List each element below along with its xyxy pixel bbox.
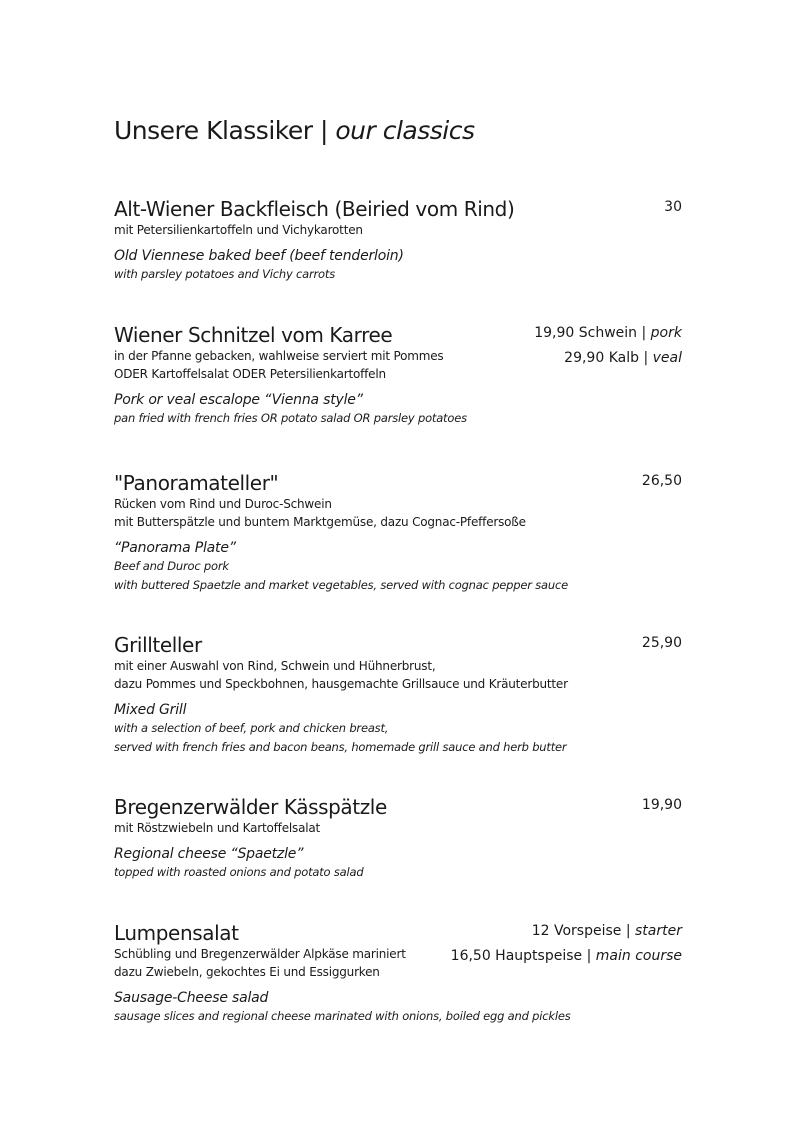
dish-name-en: Mixed Grill — [114, 702, 187, 718]
dish-description-en: Beef and Duroc pork — [114, 559, 229, 573]
dish-name: Alt-Wiener Backfleisch (Beiried vom Rind) — [114, 197, 515, 221]
dish-price-pork — [534, 325, 682, 341]
dish-description-en: sausage slices and regional cheese marinated with onions, boiled egg and pickles — [114, 1009, 571, 1023]
dish-price-starter — [532, 923, 682, 939]
dish-description-de: dazu Pommes und Speckbohnen, hausgemachte Grillsauce und Kräuterbutter — [114, 677, 568, 691]
dish-description-en: pan fried with french fries OR potato salad OR parsley potatoes — [114, 411, 467, 425]
dish-description-de: mit Röstzwiebeln und Kartoffelsalat — [114, 821, 321, 835]
dish-price-veal — [564, 350, 682, 366]
dish-name-en: “Panorama Plate” — [114, 540, 236, 556]
dish-lumpensalat — [114, 921, 686, 1026]
dish-name: Lumpensalat — [114, 921, 239, 945]
dish-alt-wiener-backfleisch — [114, 197, 686, 284]
dish-description-de: mit Butterspätzle und buntem Marktgemüse, dazu Cognac-Pfeffersoße — [114, 515, 526, 529]
dish-kaesspaetzle — [114, 795, 686, 882]
dish-price: 26,50 — [641, 473, 682, 489]
dish-grillteller — [114, 633, 686, 757]
dish-wiener-schnitzel — [114, 323, 686, 428]
dish-description-en: served with french fries and bacon beans, homemade grill sauce and herb butter — [114, 740, 567, 754]
price-label-en: starter — [635, 923, 682, 939]
dish-description-en: with buttered Spaetzle and market vegetables, served with cognac pepper sauce — [114, 578, 568, 592]
dish-description-de: Rücken vom Rind und Duroc-Schwein — [114, 497, 332, 511]
dish-name-en: Pork or veal escalope “Vienna style” — [114, 392, 363, 408]
price-label-en: veal — [652, 350, 682, 366]
price-value: 16,50 Hauptspeise | — [450, 948, 592, 964]
price-label-en: main course — [595, 948, 682, 964]
dish-price-main-course — [451, 948, 682, 964]
dish-description-de: dazu Zwiebeln, gekochtes Ei und Essiggurken — [114, 965, 380, 979]
dish-description-de: Schübling und Bregenzerwälder Alpkäse mariniert — [114, 947, 406, 961]
dish-description-en: with a selection of beef, pork and chicken breast, — [114, 721, 389, 735]
dish-description-de: in der Pfanne gebacken, wahlweise serviert mit Pommes — [114, 349, 444, 363]
price-value: 19,90 Schwein | — [534, 325, 647, 341]
dish-name-en: Sausage-Cheese salad — [114, 990, 269, 1006]
price-label-en: pork — [650, 325, 682, 341]
dish-name: Wiener Schnitzel vom Karree — [114, 323, 393, 347]
title-german: Unsere Klassiker | — [114, 116, 328, 145]
title-english: our classics — [335, 116, 475, 145]
price-value: 12 Vorspeise | — [531, 923, 631, 939]
dish-name: Bregenzerwälder Kässpätzle — [114, 795, 387, 819]
dish-description-de: mit Petersilienkartoffeln und Vichykarotten — [114, 223, 363, 237]
price-value: 29,90 Kalb | — [564, 350, 649, 366]
page-title — [114, 116, 475, 145]
dish-name: Grillteller — [114, 633, 202, 657]
dish-price: 30 — [664, 199, 682, 215]
dish-description-en: topped with roasted onions and potato salad — [114, 865, 364, 879]
dish-description-en: with parsley potatoes and Vichy carrots — [114, 267, 335, 281]
dish-price: 19,90 — [641, 797, 682, 813]
dish-name: "Panoramateller" — [114, 471, 279, 495]
dish-description-de: mit einer Auswahl von Rind, Schwein und Hühnerbrust, — [114, 659, 436, 673]
dish-panoramateller — [114, 471, 686, 595]
dish-price: 25,90 — [641, 635, 682, 651]
dish-name-en: Old Viennese baked beef (beef tenderloin) — [114, 248, 404, 264]
dish-name-en: Regional cheese “Spaetzle” — [114, 846, 304, 862]
dish-description-de: ODER Kartoffelsalat ODER Petersilienkartoffeln — [114, 367, 386, 381]
